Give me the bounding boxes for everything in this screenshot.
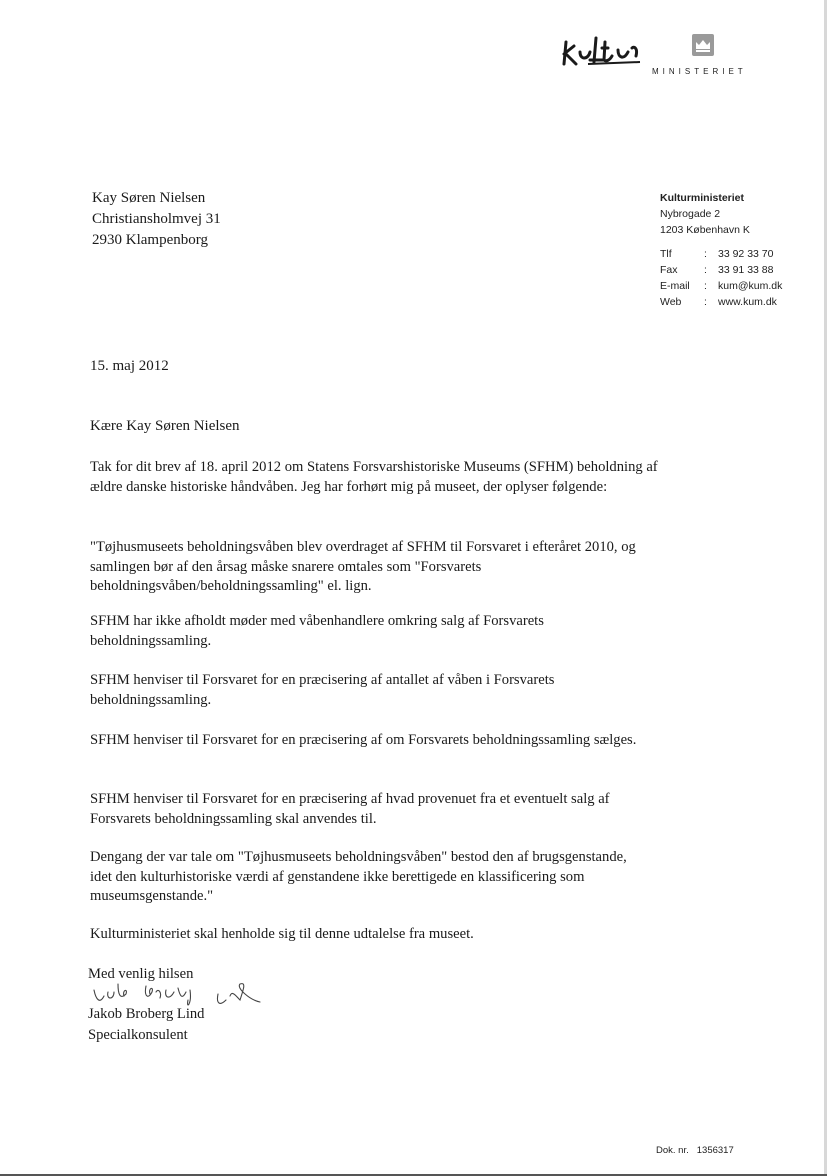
body-paragraph: Dengang der var tale om "Tøjhusmuseets beholdningsvåben" bestod den af brugsgenstande, idet den kulturhistoriske værdi af genstandene ikke berettigede en klassificering som museumsgenstande." (90, 849, 627, 904)
doc-number-value: 1356317 (696, 1145, 734, 1156)
contact-value: kum@kum.dk (718, 280, 783, 292)
contact-value: 33 91 33 88 (718, 264, 774, 276)
contact-value: www.kum.dk (718, 296, 777, 308)
kultur-wordmark-icon (560, 30, 690, 70)
sender-org: Kulturministeriet (660, 192, 745, 204)
body-paragraph: "Tøjhusmuseets beholdningsvåben blev overdraget af SFHM til Forsvaret i efteråret 2010, og samlingen bør af den årsag måske snarere omtales som "Forsvarets beholdningsvåben/beholdningssamling" el. lign. (90, 539, 636, 594)
contact-label: Tlf (660, 248, 672, 260)
contact-separator: : (704, 280, 707, 292)
body-paragraph: SFHM henviser til Forsvaret for en præcisering af hvad provenuet fra et eventuelt salg af Forsvarets beholdningssamling skal anvendes til. (90, 791, 610, 827)
contact-separator: : (704, 248, 707, 260)
kulturministeriet-logo (560, 30, 750, 82)
signer-name: Jakob Broberg Lind (88, 1006, 205, 1022)
sender-city: 1203 København K (660, 224, 750, 236)
signer-title: Specialkonsulent (88, 1027, 188, 1043)
contact-row (660, 262, 782, 278)
recipient-name: Kay Søren Nielsen (92, 190, 206, 206)
contact-row (660, 294, 782, 310)
contact-label: Fax (660, 264, 678, 276)
body-paragraph: Kulturministeriet skal henholde sig til denne udtalelse fra museet. (90, 926, 474, 942)
crown-icon (692, 34, 714, 56)
sender-street: Nybrogade 2 (660, 208, 721, 220)
contact-separator: : (704, 264, 707, 276)
contact-row (660, 246, 782, 262)
letter-closing: Med venlig hilsen (88, 966, 194, 982)
contact-row (660, 278, 782, 294)
letter-greeting: Kære Kay Søren Nielsen (90, 418, 240, 434)
body-paragraph: Tak for dit brev af 18. april 2012 om Statens Forsvarshistoriske Museums (SFHM) beholdning af ældre danske historiske håndvåben. Jeg har forhørt mig på museet, der oplyser følgende: (90, 459, 658, 495)
contact-separator: : (704, 296, 707, 308)
letter-date: 15. maj 2012 (90, 358, 169, 374)
recipient-address (92, 188, 221, 251)
body-paragraph: SFHM henviser til Forsvaret for en præcisering af om Forsvarets beholdningssamling sælges. (90, 732, 637, 748)
document-number (656, 1145, 734, 1156)
sender-block (660, 190, 782, 310)
contact-label: E-mail (660, 280, 690, 292)
contact-label: Web (660, 296, 682, 308)
signer-block (88, 1004, 204, 1046)
logo-subtitle: MINISTERIET (652, 67, 747, 76)
recipient-city: 2930 Klampenborg (92, 232, 208, 248)
body-paragraph: SFHM har ikke afholdt møder med våbenhandlere omkring salg af Forsvarets beholdningssamling. (90, 613, 544, 649)
doc-number-label: Dok. nr. (656, 1145, 689, 1156)
body-paragraph: SFHM henviser til Forsvaret for en præcisering af antallet af våben i Forsvarets beholdningssamling. (90, 672, 555, 708)
sender-contacts (660, 246, 782, 310)
recipient-street: Christiansholmvej 31 (92, 211, 221, 227)
contact-value: 33 92 33 70 (718, 248, 774, 260)
